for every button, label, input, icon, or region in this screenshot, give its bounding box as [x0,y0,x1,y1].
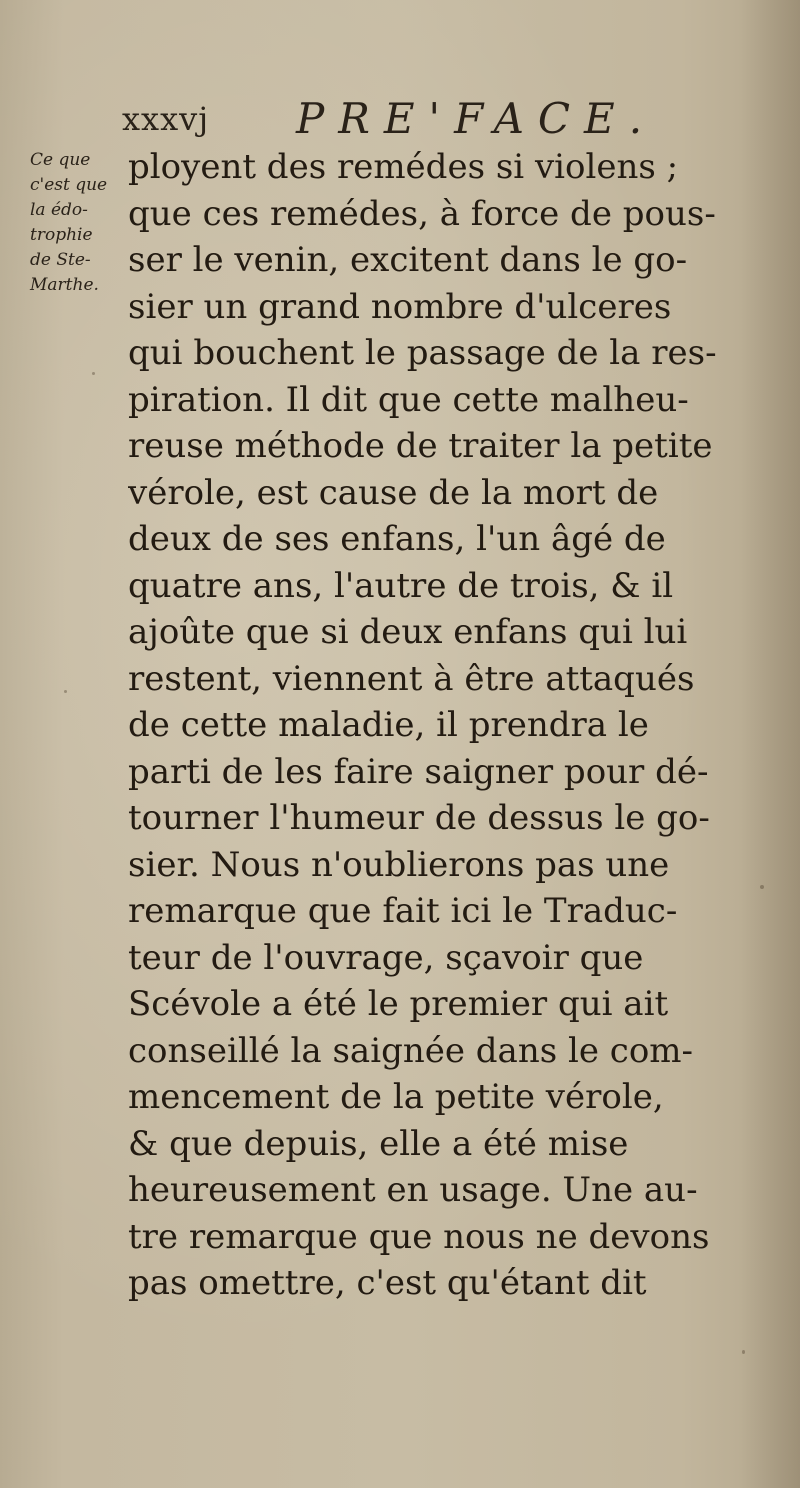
paper-speck [742,1350,745,1354]
marginal-note-line: trophie [30,225,93,245]
text-line: ployent des remédes si violens ; [128,147,679,187]
paper-speck [92,372,95,375]
text-line: restent, viennent à être attaqués [128,658,695,699]
text-line: Scévole a été le premier qui ait [128,984,669,1024]
page-edge-shadow [740,0,800,1488]
text-line: quatre ans, l'autre de trois, & il [128,565,674,606]
text-line: vérole, est cause de la mort de [128,472,659,513]
text-line: tre remarque que nous ne devons [128,1216,710,1257]
text-line: & que depuis, elle a été mise [128,1123,629,1164]
marginal-note-line: c'est que [30,175,108,195]
text-line: mencement de la petite vérole, [128,1077,664,1117]
marginal-note-line: la édo- [30,200,88,220]
text-line: que ces remédes, à force de pous- [128,193,716,234]
marginal-note [30,148,130,298]
paper-speck [760,885,764,889]
text-line: sier. Nous n'oublierons pas une [128,844,670,885]
text-line: deux de ses enfans, l'un âgé de [128,519,666,559]
marginal-note-line: Ce que [30,150,91,170]
text-line: sier un grand nombre d'ulceres [128,286,672,327]
text-line: remarque que fait ici le Traduc- [128,891,678,931]
text-line: ajoûte que si deux enfans qui lui [128,612,688,652]
marginal-note-line: Marthe. [30,275,99,295]
text-line: parti de les faire saigner pour dé- [128,751,709,792]
text-line: qui bouchent le passage de la res- [128,333,717,373]
text-line: ser le venin, excitent dans le go- [128,240,688,280]
body-text [128,144,738,1307]
marginal-note-line: de Ste- [30,250,91,270]
text-line: conseillé la saignée dans le com- [128,1030,694,1071]
text-line: de cette maladie, il prendra le [128,705,649,745]
text-line: piration. Il dit que cette malheu- [128,379,689,420]
page-header [0,92,800,152]
text-line: heureusement en usage. Une au- [128,1170,698,1210]
page-number: xxxvj [122,100,210,138]
paper-speck [64,690,67,693]
text-line: teur de l'ouvrage, sçavoir que [128,937,644,978]
text-line: pas omettre, c'est qu'étant dit [128,1263,647,1303]
text-line: tourner l'humeur de dessus le go- [128,798,710,838]
text-line: reuse méthode de traiter la petite [128,426,713,466]
running-title: PRE'FACE. [296,94,657,143]
